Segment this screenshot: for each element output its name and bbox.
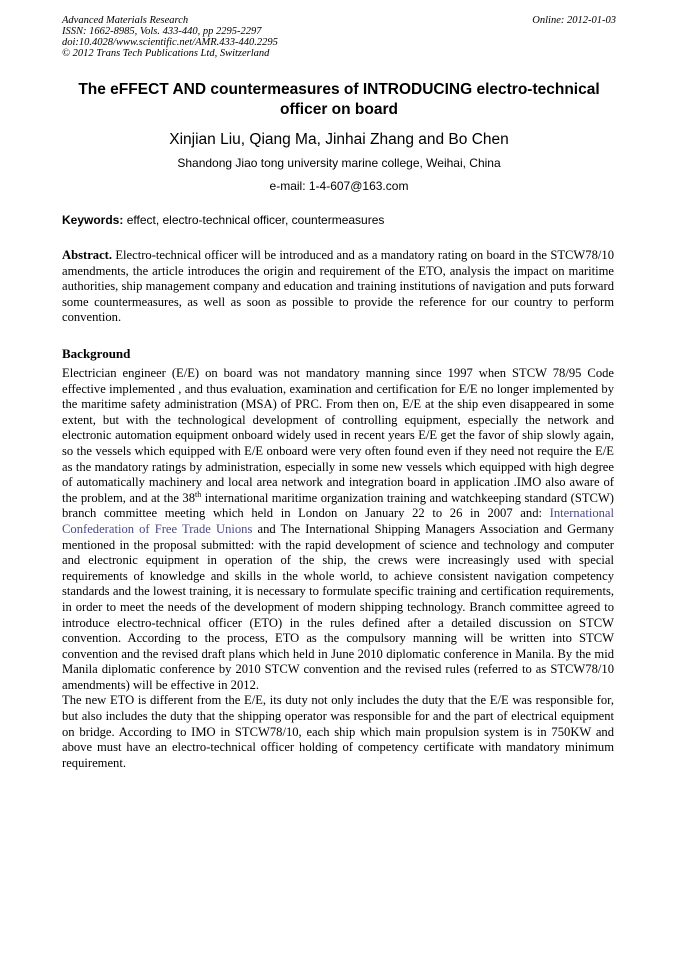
p1-ordinal-suffix: th	[195, 489, 202, 499]
paper-authors: Xinjian Liu, Qiang Ma, Jinhai Zhang and Bo Chen	[169, 131, 509, 148]
abstract-label: Abstract.	[62, 248, 113, 262]
icftu-link[interactable]: International Confederation of Free Trade Unions	[62, 506, 614, 536]
online-date: Online: 2012-01-03	[532, 15, 616, 26]
copyright-line: © 2012 Trans Tech Publications Ltd, Switzerland	[62, 48, 270, 59]
issn-line: ISSN: 1662-8985, Vols. 433-440, pp 2295-2297	[62, 26, 262, 37]
keywords-text: effect, electro-technical officer, countermeasures	[123, 213, 385, 227]
journal-name: Advanced Materials Research	[62, 15, 189, 26]
p1-part-b: international maritime organization training and watchkeeping standard (STCW) branch committee meeting which held in London on January 22 to 26 in 2007 and:	[62, 490, 614, 521]
doi-line: doi:10.4028/www.scientific.net/AMR.433-440.2295	[62, 37, 278, 48]
section-heading-background: Background	[62, 346, 131, 361]
paper-title: The eFFECT AND countermeasures of INTRODUCING electro-technical officer on board	[78, 81, 600, 118]
p1-part-a: Electrician engineer (E/E) on board was not mandatory manning since 1997 when STCW 78/95 Code effective implemented , and thus evaluation, examination and certification for E/E no longer implemented by the maritime safety administration (MSA) of PRC. From then on, E/E at the ship even disappeared in some extent, but with the technological development of controlling equipment, especially the network and electronic automation equipment onboard widely used in recent years E/E get the favor of ship slowly again, so the vessels which equipped with E/E onboard were very often found even if they need not require the E/E as the mandatory ratings by administration, especially in some new vessels which equipped with high degree of automatically machinery and local area network and integration board in application .IMO also aware of the problem, and at the	[62, 366, 614, 505]
p1-part-c: and The International Shipping Managers Association and Germany mentioned in the proposal submitted: with the rapid development of science and technology and computer and electronic equipment in operation of the ship, the crews were increasingly used with special requirements of knowledge and skills in the whole world, to achieve consistent navigation competency standards and the lowest training, it is necessary to formulate specific training and certification requirements, in order to meet the needs of the development of modern shipping technology. Branch committee agreed to introduce electro-technical officer (ETO) in the rules defined after a detailed discussion on STCW convention. According to the process, ETO as the compulsory manning will be written into STCW convention and the revised draft plans which held in June 2010 diplomatic conference in Manila. By the mid Manila diplomatic conference by 2010 STCW convention and the revised rules (referred to as STCW78/10 amendments) will be effective in 2012.	[62, 521, 614, 692]
affiliation: Shandong Jiao tong university marine college, Weihai, China	[177, 156, 501, 170]
abstract	[62, 248, 614, 326]
abstract-text: Electro-technical officer will be introduced and as a mandatory rating on board in the STCW78/10 amendments, the article introduces the origin and requirement of the ETO, analysis the impact on maritime authorities, ship management company and education and training institutions of navigation and puts forward some countermeasures, as well as soon as possible to provide the reference for our country to perform convention.	[62, 248, 614, 325]
background-paragraph-1	[62, 366, 614, 693]
journal-header	[62, 15, 616, 59]
keywords-label: Keywords:	[62, 213, 124, 227]
keywords	[62, 212, 616, 228]
background-paragraph-2: The new ETO is different from the E/E, its duty not only includes the duty that the E/E was responsible for, but also includes the duty that the shipping operator was responsible for and the part of electrical equipment on bridge. According to IMO in STCW78/10, each ship which main propulsion system is in 750KW and above must have an electro-technical officer holding of competency certificate with mandatory minimum requirement.	[62, 693, 614, 770]
background-section	[62, 366, 614, 771]
author-email: e-mail: 1-4-607@163.com	[269, 179, 409, 193]
p1-ordinal: 38	[182, 490, 196, 505]
